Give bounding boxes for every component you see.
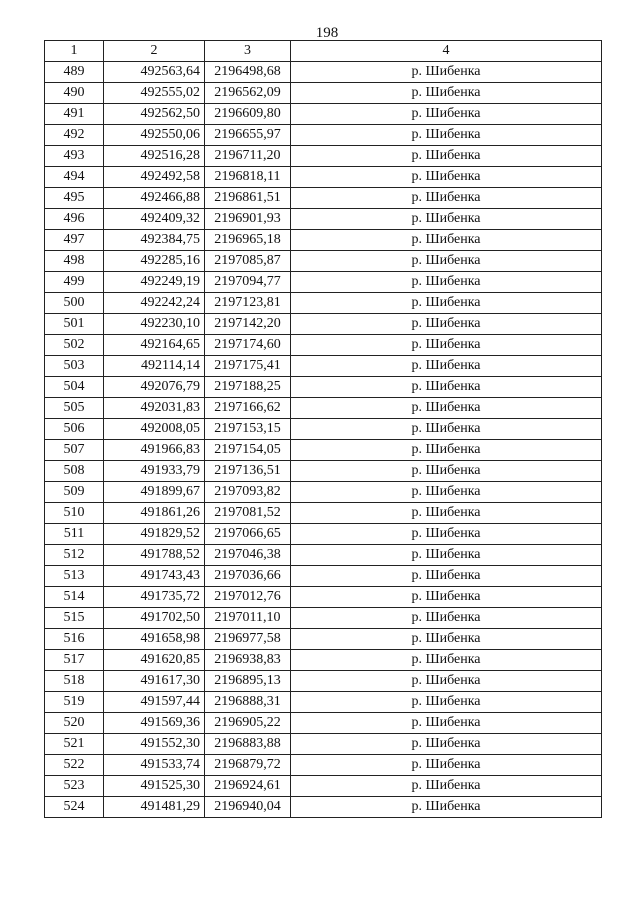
cell-point-number: 503 [45, 356, 104, 377]
cell-coordinate-x: 491899,67 [104, 482, 205, 503]
table-row [45, 251, 602, 272]
cell-coordinate-x: 491552,30 [104, 734, 205, 755]
cell-coordinate-y: 2197175,41 [205, 356, 291, 377]
cell-point-number: 498 [45, 251, 104, 272]
cell-coordinate-x: 492285,16 [104, 251, 205, 272]
cell-coordinate-x: 491966,83 [104, 440, 205, 461]
cell-coordinate-x: 491735,72 [104, 587, 205, 608]
cell-description: р. Шибенка [291, 440, 602, 461]
cell-description: р. Шибенка [291, 545, 602, 566]
cell-coordinate-y: 2197093,82 [205, 482, 291, 503]
table-row [45, 545, 602, 566]
cell-coordinate-y: 2196879,72 [205, 755, 291, 776]
cell-description: р. Шибенка [291, 230, 602, 251]
table-row [45, 503, 602, 524]
cell-description: р. Шибенка [291, 62, 602, 83]
column-header-description: 4 [291, 41, 602, 62]
cell-coordinate-y: 2197136,51 [205, 461, 291, 482]
cell-coordinate-x: 492550,06 [104, 125, 205, 146]
cell-description: р. Шибенка [291, 146, 602, 167]
cell-coordinate-x: 492562,50 [104, 104, 205, 125]
cell-point-number: 489 [45, 62, 104, 83]
cell-point-number: 510 [45, 503, 104, 524]
cell-description: р. Шибенка [291, 125, 602, 146]
cell-description: р. Шибенка [291, 104, 602, 125]
cell-coordinate-x: 491829,52 [104, 524, 205, 545]
cell-description: р. Шибенка [291, 293, 602, 314]
cell-description: р. Шибенка [291, 503, 602, 524]
table-row [45, 377, 602, 398]
cell-coordinate-x: 491525,30 [104, 776, 205, 797]
cell-coordinate-x: 491743,43 [104, 566, 205, 587]
cell-description: р. Шибенка [291, 629, 602, 650]
table-body [45, 62, 602, 818]
cell-coordinate-y: 2197011,10 [205, 608, 291, 629]
cell-coordinate-y: 2197046,38 [205, 545, 291, 566]
column-header-x: 2 [104, 41, 205, 62]
cell-point-number: 512 [45, 545, 104, 566]
cell-coordinate-x: 492164,65 [104, 335, 205, 356]
cell-coordinate-x: 491702,50 [104, 608, 205, 629]
page-number: 198 [315, 25, 339, 41]
cell-coordinate-y: 2196711,20 [205, 146, 291, 167]
cell-coordinate-x: 492249,19 [104, 272, 205, 293]
table-row [45, 734, 602, 755]
cell-coordinate-x: 491861,26 [104, 503, 205, 524]
cell-point-number: 490 [45, 83, 104, 104]
cell-point-number: 502 [45, 335, 104, 356]
cell-point-number: 509 [45, 482, 104, 503]
cell-point-number: 506 [45, 419, 104, 440]
table-row [45, 608, 602, 629]
table-row [45, 62, 602, 83]
cell-point-number: 497 [45, 230, 104, 251]
cell-coordinate-y: 2197174,60 [205, 335, 291, 356]
cell-coordinate-x: 491533,74 [104, 755, 205, 776]
table-row [45, 776, 602, 797]
cell-coordinate-x: 492031,83 [104, 398, 205, 419]
cell-description: р. Шибенка [291, 188, 602, 209]
table-row [45, 797, 602, 818]
cell-coordinate-y: 2196940,04 [205, 797, 291, 818]
cell-description: р. Шибенка [291, 377, 602, 398]
cell-coordinate-x: 491597,44 [104, 692, 205, 713]
cell-description: р. Шибенка [291, 566, 602, 587]
cell-description: р. Шибенка [291, 167, 602, 188]
cell-point-number: 505 [45, 398, 104, 419]
table-row [45, 692, 602, 713]
table-row [45, 230, 602, 251]
cell-coordinate-y: 2196924,61 [205, 776, 291, 797]
cell-coordinate-y: 2197154,05 [205, 440, 291, 461]
cell-coordinate-y: 2196977,58 [205, 629, 291, 650]
cell-point-number: 523 [45, 776, 104, 797]
table-row [45, 587, 602, 608]
cell-description: р. Шибенка [291, 83, 602, 104]
cell-point-number: 492 [45, 125, 104, 146]
cell-point-number: 514 [45, 587, 104, 608]
cell-coordinate-y: 2197142,20 [205, 314, 291, 335]
cell-coordinate-y: 2197036,66 [205, 566, 291, 587]
cell-coordinate-y: 2197094,77 [205, 272, 291, 293]
cell-description: р. Шибенка [291, 272, 602, 293]
cell-coordinate-y: 2196901,93 [205, 209, 291, 230]
table-row [45, 314, 602, 335]
cell-description: р. Шибенка [291, 482, 602, 503]
table-row [45, 398, 602, 419]
table-row [45, 272, 602, 293]
table-row [45, 713, 602, 734]
cell-coordinate-y: 2197153,15 [205, 419, 291, 440]
table-row [45, 209, 602, 230]
column-header-y: 3 [205, 41, 291, 62]
cell-point-number: 511 [45, 524, 104, 545]
cell-coordinate-x: 492008,05 [104, 419, 205, 440]
cell-coordinate-y: 2197166,62 [205, 398, 291, 419]
cell-coordinate-y: 2196888,31 [205, 692, 291, 713]
cell-point-number: 504 [45, 377, 104, 398]
table-row [45, 419, 602, 440]
cell-coordinate-x: 491788,52 [104, 545, 205, 566]
cell-coordinate-x: 492555,02 [104, 83, 205, 104]
cell-point-number: 508 [45, 461, 104, 482]
cell-point-number: 491 [45, 104, 104, 125]
cell-coordinate-x: 492516,28 [104, 146, 205, 167]
table-row [45, 167, 602, 188]
cell-point-number: 494 [45, 167, 104, 188]
cell-description: р. Шибенка [291, 314, 602, 335]
table-row [45, 461, 602, 482]
cell-coordinate-y: 2196562,09 [205, 83, 291, 104]
cell-description: р. Шибенка [291, 776, 602, 797]
cell-coordinate-y: 2197012,76 [205, 587, 291, 608]
cell-coordinate-x: 491569,36 [104, 713, 205, 734]
table-row [45, 146, 602, 167]
cell-coordinate-x: 492384,75 [104, 230, 205, 251]
table-row [45, 440, 602, 461]
cell-description: р. Шибенка [291, 587, 602, 608]
table-row [45, 83, 602, 104]
cell-description: р. Шибенка [291, 608, 602, 629]
cell-point-number: 495 [45, 188, 104, 209]
cell-point-number: 501 [45, 314, 104, 335]
cell-coordinate-x: 492466,88 [104, 188, 205, 209]
cell-coordinate-x: 492409,32 [104, 209, 205, 230]
cell-coordinate-y: 2196818,11 [205, 167, 291, 188]
table-row [45, 629, 602, 650]
cell-point-number: 520 [45, 713, 104, 734]
cell-coordinate-y: 2196883,88 [205, 734, 291, 755]
cell-coordinate-y: 2197123,81 [205, 293, 291, 314]
coordinates-table [44, 40, 602, 818]
cell-coordinate-y: 2196609,80 [205, 104, 291, 125]
cell-description: р. Шибенка [291, 251, 602, 272]
table-row [45, 650, 602, 671]
cell-coordinate-x: 492492,58 [104, 167, 205, 188]
cell-coordinate-y: 2196895,13 [205, 671, 291, 692]
cell-coordinate-x: 491933,79 [104, 461, 205, 482]
cell-description: р. Шибенка [291, 734, 602, 755]
table-row [45, 188, 602, 209]
table-row [45, 335, 602, 356]
table-row [45, 524, 602, 545]
cell-coordinate-y: 2196965,18 [205, 230, 291, 251]
cell-coordinate-y: 2196861,51 [205, 188, 291, 209]
cell-point-number: 522 [45, 755, 104, 776]
table-row [45, 293, 602, 314]
cell-description: р. Шибенка [291, 419, 602, 440]
column-header-number: 1 [45, 41, 104, 62]
cell-coordinate-x: 492563,64 [104, 62, 205, 83]
table-row [45, 356, 602, 377]
cell-coordinate-y: 2196655,97 [205, 125, 291, 146]
cell-coordinate-y: 2197188,25 [205, 377, 291, 398]
cell-point-number: 521 [45, 734, 104, 755]
cell-coordinate-x: 491620,85 [104, 650, 205, 671]
cell-coordinate-x: 491481,29 [104, 797, 205, 818]
cell-coordinate-x: 492076,79 [104, 377, 205, 398]
cell-coordinate-x: 492242,24 [104, 293, 205, 314]
cell-description: р. Шибенка [291, 356, 602, 377]
cell-coordinate-y: 2196905,22 [205, 713, 291, 734]
table-row [45, 125, 602, 146]
cell-coordinate-y: 2196938,83 [205, 650, 291, 671]
cell-description: р. Шибенка [291, 797, 602, 818]
table-row [45, 566, 602, 587]
table-row [45, 104, 602, 125]
cell-point-number: 496 [45, 209, 104, 230]
cell-coordinate-x: 491658,98 [104, 629, 205, 650]
cell-description: р. Шибенка [291, 524, 602, 545]
cell-point-number: 499 [45, 272, 104, 293]
cell-point-number: 515 [45, 608, 104, 629]
cell-description: р. Шибенка [291, 671, 602, 692]
cell-point-number: 518 [45, 671, 104, 692]
table-header-row [45, 41, 602, 62]
cell-point-number: 513 [45, 566, 104, 587]
cell-coordinate-x: 491617,30 [104, 671, 205, 692]
table-row [45, 755, 602, 776]
cell-description: р. Шибенка [291, 692, 602, 713]
cell-description: р. Шибенка [291, 335, 602, 356]
cell-point-number: 516 [45, 629, 104, 650]
cell-coordinate-x: 492114,14 [104, 356, 205, 377]
cell-coordinate-y: 2197066,65 [205, 524, 291, 545]
cell-point-number: 519 [45, 692, 104, 713]
cell-point-number: 507 [45, 440, 104, 461]
table-row [45, 482, 602, 503]
cell-point-number: 517 [45, 650, 104, 671]
cell-description: р. Шибенка [291, 209, 602, 230]
cell-coordinate-y: 2196498,68 [205, 62, 291, 83]
cell-description: р. Шибенка [291, 398, 602, 419]
cell-point-number: 500 [45, 293, 104, 314]
cell-description: р. Шибенка [291, 755, 602, 776]
cell-coordinate-x: 492230,10 [104, 314, 205, 335]
cell-point-number: 524 [45, 797, 104, 818]
cell-description: р. Шибенка [291, 713, 602, 734]
cell-description: р. Шибенка [291, 650, 602, 671]
cell-description: р. Шибенка [291, 461, 602, 482]
cell-point-number: 493 [45, 146, 104, 167]
cell-coordinate-y: 2197081,52 [205, 503, 291, 524]
cell-coordinate-y: 2197085,87 [205, 251, 291, 272]
table-row [45, 671, 602, 692]
